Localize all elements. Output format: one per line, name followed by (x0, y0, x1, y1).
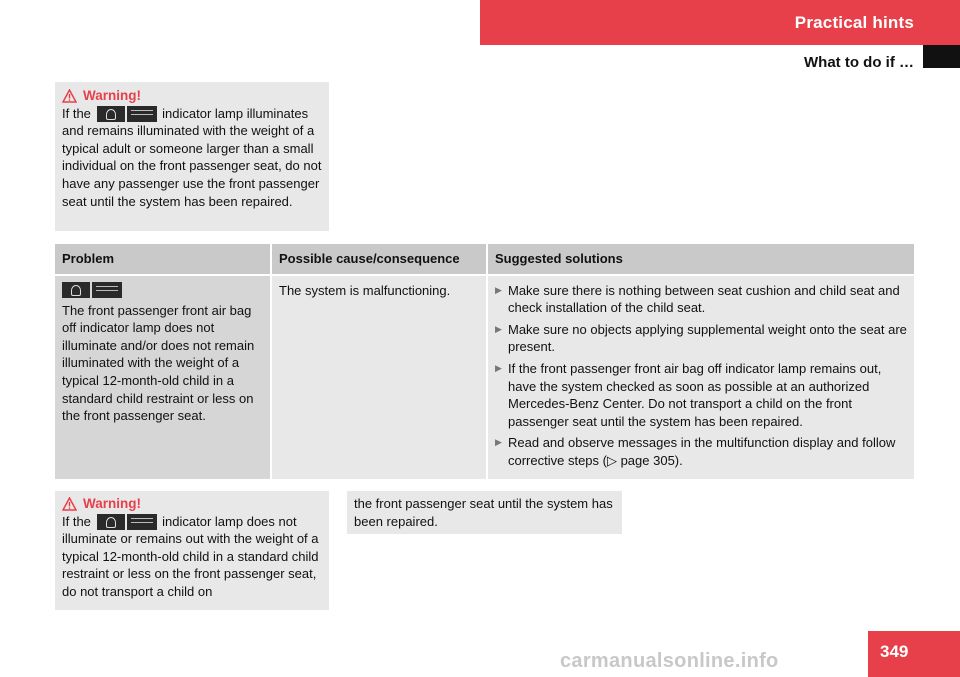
header-solutions: Suggested solutions (487, 244, 914, 275)
problem-cell (55, 275, 271, 479)
warning-title: Warning! (83, 496, 141, 511)
airbag-off-indicator-icon (97, 106, 157, 122)
troubleshooting-table (55, 244, 914, 479)
warning-heading (62, 87, 322, 105)
warning-box-1 (55, 82, 329, 231)
list-item: ▶ Make sure there is nothing between seat cushion and child seat and check installation of the child seat. (495, 282, 907, 317)
problem-text: The front passenger front air bag off indicator lamp does not illuminate and/or does not remain illuminated with the weight of a typical 12-month-old child in a standard child restraint or less on the front passenger seat. (62, 302, 255, 424)
continuation-text: the front passenger seat until the system has been repaired. (354, 496, 613, 529)
airbag-off-indicator-icon (97, 514, 157, 530)
list-item: ▶ If the front passenger front air bag off indicator lamp remains out, have the system checked as soon as possible at an authorized Mercedes-Benz Center. Do not transport a child on the front passenger seat until the system has been repaired. (495, 360, 907, 430)
warning-title: Warning! (83, 88, 141, 103)
list-item: ▶ Read and observe messages in the multifunction display and follow corrective steps (▷ page 305). (495, 434, 907, 469)
solutions-cell (487, 275, 914, 479)
warning-continuation-box (347, 491, 622, 534)
warning-text: If the indicator lamp illuminates and remains illuminated with the weight of a typical adult or someone larger than a small individual on the front passenger seat, do not have any passenger use the front passenger seat until the system has been repaired. (62, 105, 322, 209)
list-item: ▶ Make sure no objects applying supplemental weight onto the seat are present. (495, 321, 907, 356)
watermark: carmanualsonline.info (560, 650, 779, 672)
table-row (55, 275, 914, 479)
airbag-off-indicator-icon (62, 282, 122, 298)
header-problem: Problem (55, 244, 271, 275)
subsection-title: What to do if … (804, 54, 914, 71)
solutions-list (495, 282, 907, 470)
section-title: Practical hints (794, 13, 914, 32)
warning-triangle-icon (62, 89, 77, 103)
warning-triangle-icon (62, 497, 77, 511)
warning-text: If the indicator lamp does not illuminate or remains out with the weight of a typical 12-month-old child in a standard child restraint or less on the front passenger seat, do not transport a child on (62, 513, 319, 599)
thumb-tab (923, 45, 960, 68)
warning-box-2 (55, 491, 329, 610)
table-header-row (55, 244, 914, 275)
header-cause: Possible cause/consequence (271, 244, 487, 275)
warning-heading (62, 495, 322, 513)
page-number: 349 (868, 631, 960, 677)
cause-cell: The system is malfunctioning. (271, 275, 487, 479)
